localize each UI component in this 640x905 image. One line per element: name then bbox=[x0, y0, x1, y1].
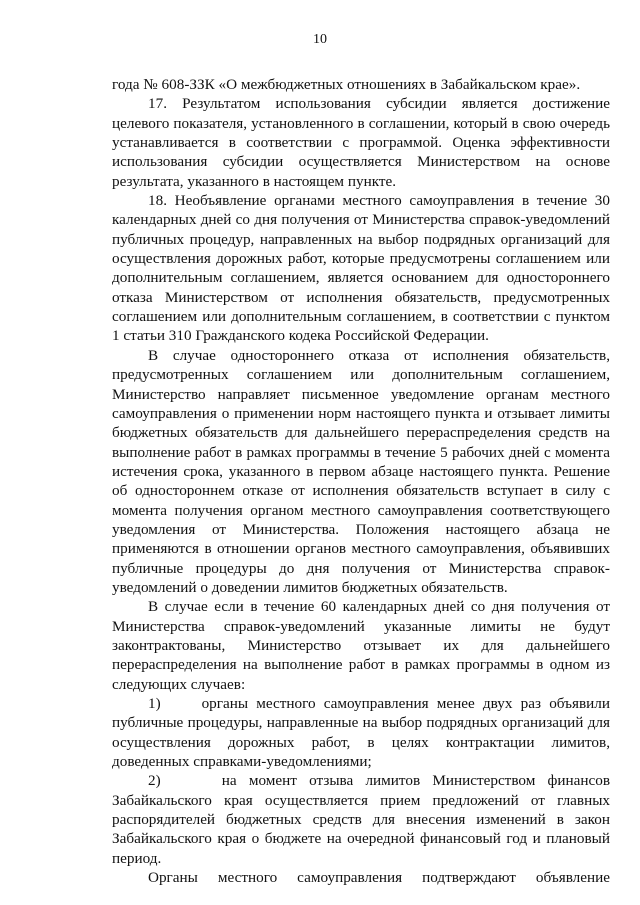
paragraph-law-reference: года № 608-ЗЗК «О межбюджетных отношениях в Забайкальском крае». bbox=[112, 76, 581, 93]
page-number: 10 bbox=[313, 32, 327, 47]
paragraph-limits-withdrawal: В случае если в течение 60 календарных дней со дня получения от Министерства справок-уведомлений указанные лимиты не будут законтрактованы, Министерство отзывает их для дальнейшего перераспределения на выполнение работ в рамках программы в одном из следующих случаев: bbox=[112, 598, 610, 693]
paragraph-clause-17: 17. Результатом использования субсидии является достижение целевого показателя, установленного в соглашении, который в свою очередь устанавливается в соответствии с программой. Оценка эффективности использования субсидии осуществляется Министерством на основе результата, указанного в настоящем пункте. bbox=[112, 95, 610, 190]
paragraph-clause-18: 18. Необъявление органами местного самоуправления в течение 30 календарных дней со дня получения от Министерства справок-уведомлений публичных процедур, направленных на выбор подрядных организаций для осуществления дорожных работ, которые предусмотрены соглашением или дополнительным соглашением, является основанием для одностороннего отказа Министерством от исполнения обязательств, предусмотренных соглашением или дополнительным соглашением, в соответствии с пунктом 1 статьи 310 Гражданского кодека Российской Федерации. bbox=[112, 192, 610, 345]
paragraph-confirmation: Органы местного самоуправления подтверждают объявление bbox=[148, 869, 610, 887]
list-item-1: 1) органы местного самоуправления менее двух раз объявили публичные процедуры, направленные на выбор подрядных организаций для осуществления дорожных работ, в целях контрактации лимитов, доведенных справками-уведомлениями; bbox=[112, 695, 610, 771]
paragraph-unilateral-refusal: В случае одностороннего отказа от исполнения обязательств, предусмотренных соглашением или дополнительным соглашением, Министерство направляет письменное уведомление органам местного самоуправления о применении норм настоящего пункта и отзывает лимиты бюджетных обязательств для дальнейшего перераспределения средств на выполнение работ в рамках программы в течение 5 рабочих дней с момента истечения срока, указанного в первом абзаце настоящего пункта. Решение об одностороннем отказе от исполнения обязательств вступает в силу с момента получения органом местного самоуправления соответствующего уведомления от Министерства. Положения настоящего абзаца не применяются в отношении органов местного самоуправления, объявивших публичные процедуры до дня получения от Министерства справок-уведомлений о доведении лимитов бюджетных обязательств. bbox=[112, 346, 610, 596]
list-item-2: 2) на момент отзыва лимитов Министерством финансов Забайкальского края осуществляется прием предложений от главных распорядителей бюджетных средств для внесения изменений в закон Забайкальского края о бюджете на очередной финансовый год и плановый период. bbox=[112, 772, 610, 867]
document-body bbox=[112, 75, 610, 887]
